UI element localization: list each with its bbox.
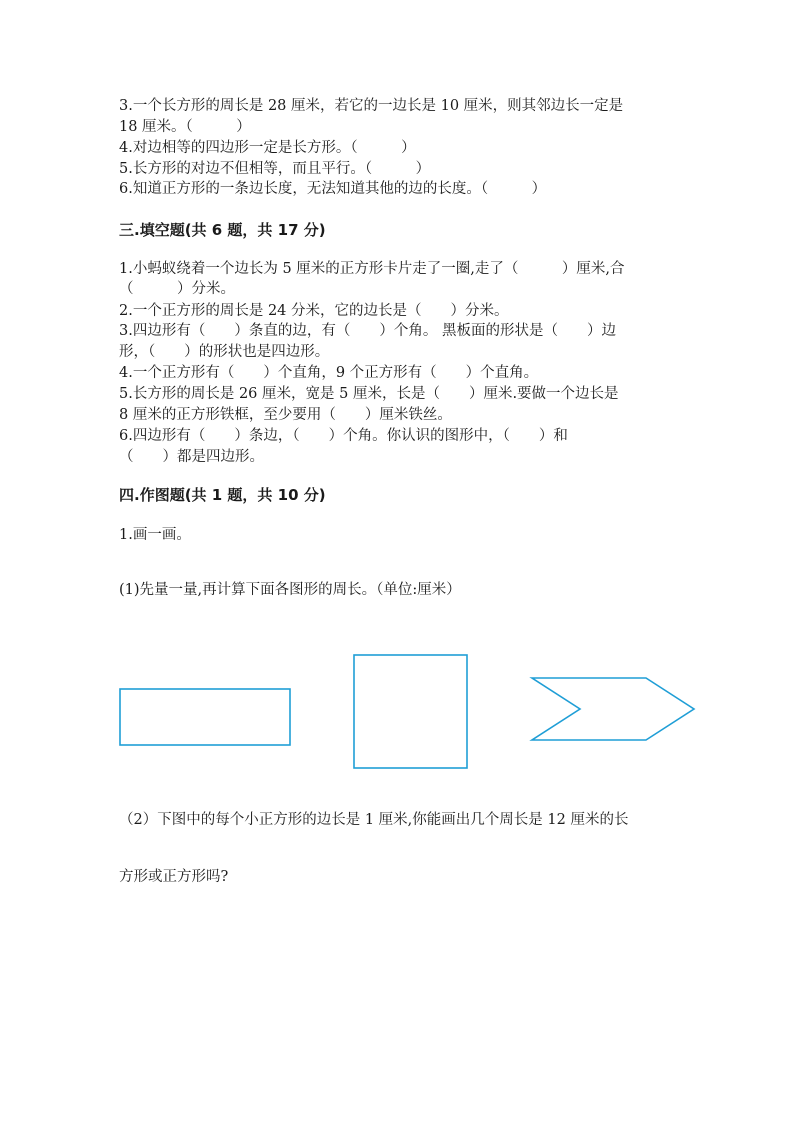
fill-q3-line1: 3.四边形有（ ）条直的边，有（ ）个角。 黑板面的形状是（ ）边 bbox=[119, 323, 616, 339]
fill-q3-line2: 形，（ ）的形状也是四边形。 bbox=[119, 344, 330, 360]
draw-q1-part2-line2: 方形或正方形吗? bbox=[119, 869, 229, 885]
judge-q3-line2: 18 厘米。（ ） bbox=[119, 119, 251, 135]
fill-q6-line2: （ ）都是四边形。 bbox=[119, 449, 264, 465]
judge-q6: 6.知道正方形的一条边长度，无法知道其他的边的长度。（ ） bbox=[119, 181, 547, 197]
draw-q1-part2-line1: （2）下图中的每个小正方形的边长是 1 厘米,你能画出几个周长是 12 厘米的长 bbox=[119, 812, 629, 828]
square-shape bbox=[354, 655, 467, 768]
fill-q4: 4.一个正方形有（ ）个直角，9 个正方形有（ ）个直角。 bbox=[119, 365, 539, 381]
fill-q2: 2.一个正方形的周长是 24 分米，它的边长是（ ）分米。 bbox=[119, 303, 509, 319]
fill-q5-line1: 5.长方形的周长是 26 厘米，宽是 5 厘米，长是（ ）厘米.要做一个边长是 bbox=[119, 386, 619, 402]
fill-q1-line2: （ ）分米。 bbox=[119, 281, 235, 297]
judge-q3-line1: 3.一个长方形的周长是 28 厘米，若它的一边长是 10 厘米，则其邻边长一定是 bbox=[119, 98, 624, 114]
draw-q1: 1.画一画。 bbox=[119, 527, 191, 543]
section3-heading: 三.填空题(共 6 题，共 17 分) bbox=[119, 221, 326, 239]
judge-q5: 5.长方形的对边不但相等，而且平行。（ ） bbox=[119, 161, 431, 177]
section4-heading: 四.作图题(共 1 题，共 10 分) bbox=[119, 486, 326, 504]
rectangle-shape bbox=[120, 689, 290, 745]
fill-q6-line1: 6.四边形有（ ）条边，（ ）个角。你认识的图形中，（ ）和 bbox=[119, 428, 568, 444]
fill-q5-line2: 8 厘米的正方形铁框，至少要用（ ）厘米铁丝。 bbox=[119, 407, 452, 423]
draw-q1-part1: (1)先量一量,再计算下面各图形的周长。（单位:厘米） bbox=[119, 582, 461, 598]
judge-q4: 4.对边相等的四边形一定是长方形。（ ） bbox=[119, 140, 416, 156]
arrow-pentagon-shape bbox=[532, 678, 694, 740]
fill-q1-line1: 1.小蚂蚁绕着一个边长为 5 厘米的正方形卡片走了一圈,走了（ ）厘米,合 bbox=[119, 261, 625, 277]
